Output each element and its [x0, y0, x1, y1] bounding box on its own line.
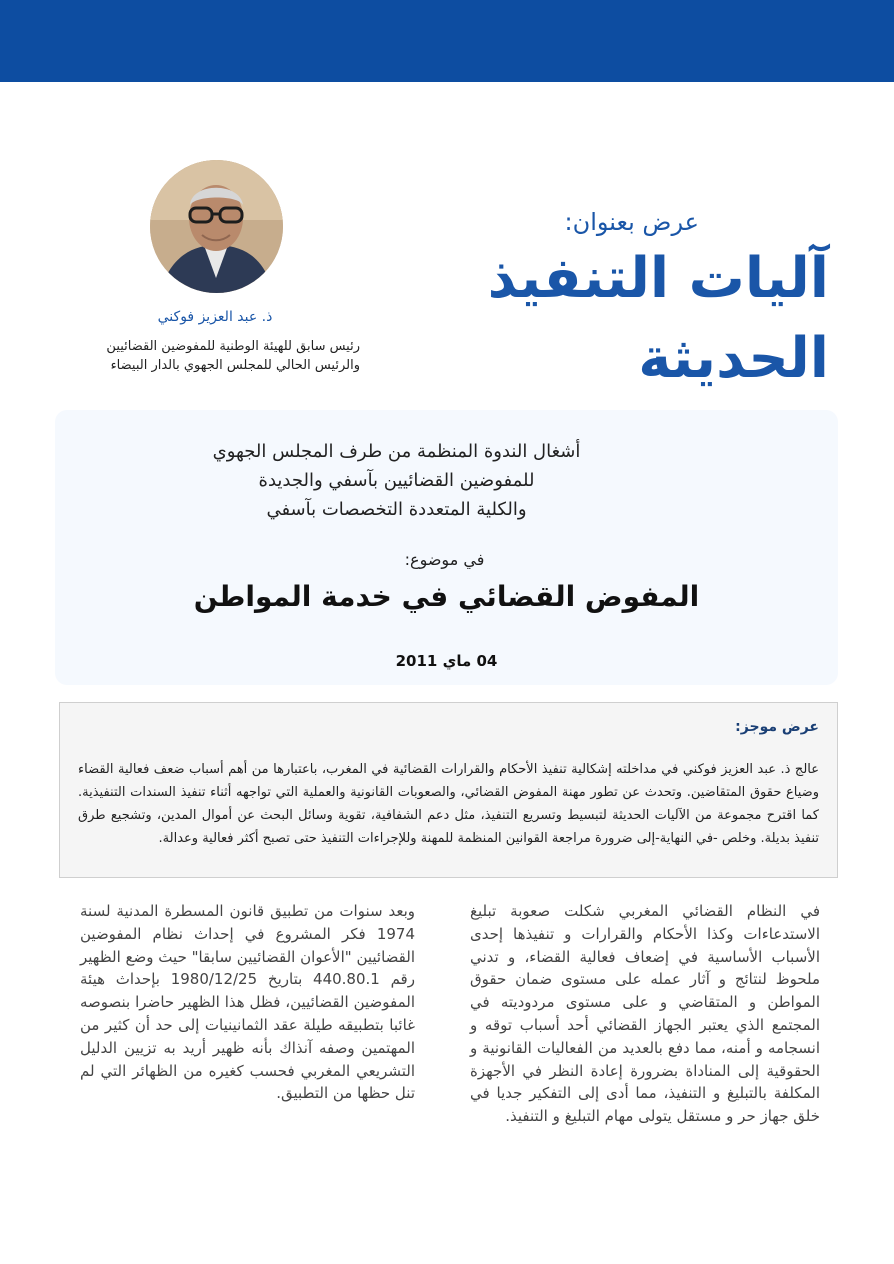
summary-text: عالج ذ. عبد العزيز فوكني في مداخلته إشكالية تنفيذ الأحكام والقرارات القضائية في المغرب، باعتبارها من أهم أسباب ضعف فعالية القضاء وضياع حقوق المتقاضين. وتحدث عن تطور مهنة المفوض القضائي، والصعوبات القانونية والعملية التي تواجهه أثناء تنفيذ السندات التنفيذية. كما اقترح مجموعة من الآليات الحديثة لتبسيط وتسريع التنفيذ، مثل دعم الشفافية، تقوية وسائل البحث عن أموال المدين، وتشجيع طرق تنفيذ بديلة. وخلص -في النهاية-إلى ضرورة مراجعة القوانين المنظمة للمهنة وللإجراءات التنفيذ حتى تصبح أكثر فعالية وعدالة.	[78, 762, 819, 846]
header-banner	[0, 0, 894, 82]
event-line: للمفوضين القضائيين بآسفي والجديدة	[258, 470, 535, 491]
body-column-left: وبعد سنوات من تطبيق قانون المسطرة المدنية لسنة 1974 فكر المشروع في إحداث نظام المفوضين القضائيين "الأعوان القضائيين سابقا" حيث وضع الظهير رقم 440.80.1 بتاريخ 1980/12/25 بإحداث هيئة المفوضين القضائيين، فظل هذا الظهير حاضرا بنصوصه غائبا بتطبيقه طيلة عقد الثمانينيات إلى حد أن كثير من المهتمين وصفه آنذاك بأنه ظهير أريد به تزيين الدليل التشريعي المغربي فحسب كغيره من الظهائر التي لم تنل حظها من التطبيق.	[80, 902, 415, 1103]
event-line: أشغال الندوة المنظمة من طرف المجلس الجهوي	[212, 441, 581, 462]
event-line: والكلية المتعددة التخصصات بآسفي	[266, 499, 527, 520]
event-organizers	[55, 437, 838, 524]
event-date: 04 ماي 2011	[395, 652, 498, 670]
topic-title: المفوض القضائي في خدمة المواطن	[193, 580, 700, 613]
body-column-right: في النظام القضائي المغربي شكلت صعوبة تبليغ الاستدعاءات وكذا الأحكام والقرارات و تنفيذها إحدى الأسباب الأساسية في إضعاف فعالية القضاء، و تدني ملحوظ لنتائج و آثار عمله على مستوى ضمان حقوق المواطن و المتقاضي و على مستوى مردوديته في المجتمع الذي يعتبر الجهاز القضائي أحد أسباب توقه و انسجامه و أمنه، مما دفع بالعديد من الفعاليات القانونية و الحقوقية إلى المناداة بضرورة إعادة النظر في الأجهزة المكلفة بالتبليغ و التنفيذ، مما أدى إلى التفكير جديا في خلق جهاز حر و مستقل يتولى مهام التبليغ و التنفيذ.	[470, 902, 820, 1126]
presentation-subtitle: عرض بعنوان:	[564, 208, 699, 236]
author-photo	[150, 160, 283, 293]
topic-label: في موضوع:	[404, 550, 485, 569]
event-info-box	[55, 410, 838, 685]
title-block	[309, 205, 829, 399]
summary-label: عرض موجز:	[735, 719, 819, 735]
author-name: ذ. عبد العزيز فوكني	[157, 309, 273, 325]
author-role-line: رئيس سابق للهيئة الوطنية للمفوضين القضائيين	[106, 339, 360, 354]
presentation-title: آليات التنفيذ الحديثة	[487, 246, 829, 391]
author-role-line: والرئيس الحالي للمجلس الجهوي بالدار البيضاء	[110, 358, 360, 373]
summary-box	[59, 702, 838, 878]
author-role	[50, 337, 360, 375]
